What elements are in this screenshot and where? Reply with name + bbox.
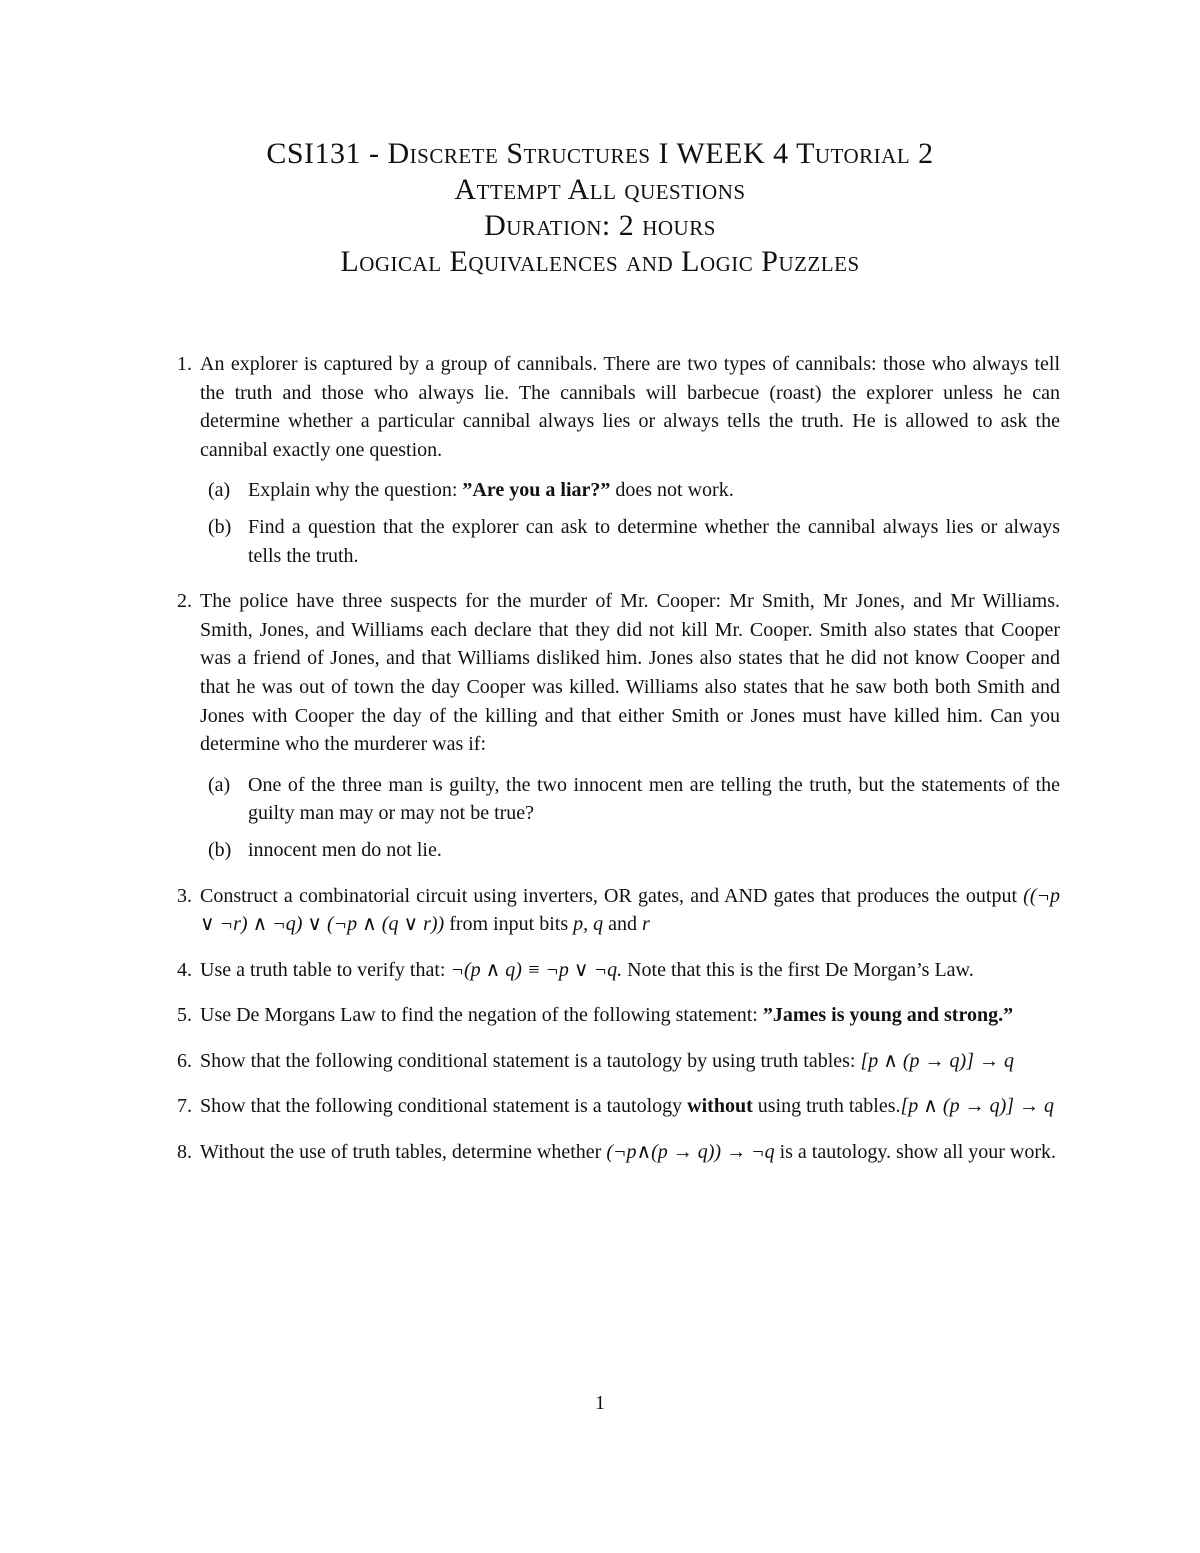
question-text-and: and	[603, 913, 642, 936]
question-number: 4.	[177, 958, 192, 981]
emphasis-without: without	[687, 1095, 753, 1118]
sub-question-label: (a)	[208, 479, 231, 502]
question-3	[160, 882, 1060, 939]
question-number: 8.	[177, 1141, 192, 1164]
title-block	[0, 136, 1200, 280]
question-text: Construct a combinatorial circuit using inverters, OR gates, and AND gates that produces the output	[200, 884, 1024, 907]
de-morgan-expression: ¬(p ∧ q) ≡ ¬p ∨ ¬q.	[450, 958, 623, 981]
question-number: 3.	[177, 884, 192, 907]
sub-question-list	[200, 476, 1060, 570]
sub-question-label: (b)	[208, 838, 232, 861]
sub-question-list	[200, 771, 1060, 865]
question-text: Use a truth table to verify that:	[200, 958, 451, 981]
question-text: The police have three suspects for the murder of Mr. Cooper: Mr Smith, Mr Jones, and Mr Williams. Smith, Jones, and Williams each declare that they did not kill Mr. Cooper. Smith also states that Cooper was a friend of Jones, and that Williams disliked him. Jones also states that he did not know Cooper and that he was out of town the day Cooper was killed. Williams also states that he saw both both Smith and Jones with Cooper the day of the killing and that either Smith or Jones must have killed him. Can you determine who the murderer was if:	[200, 590, 1060, 756]
page-number: 1	[595, 1392, 605, 1414]
question-text: Without the use of truth tables, determine whether	[200, 1141, 607, 1164]
circuit-expression: ((¬p ∨ ¬r) ∧ ¬q) ∨ (¬p ∧ (q ∨ r))	[200, 884, 1060, 936]
question-number: 7.	[177, 1095, 192, 1118]
question-text-mid: from input bits	[444, 913, 574, 936]
topic-line: Logical Equivalences and Logic Puzzles	[340, 245, 860, 278]
question-list	[160, 350, 1060, 1184]
sub-question-1b	[200, 513, 1060, 570]
course-title: CSI131 - Discrete Structures I WEEK 4 Tutorial 2	[266, 137, 934, 170]
question-6	[160, 1047, 1060, 1076]
question-5	[160, 1001, 1060, 1030]
sub-question-text: Explain why the question:	[248, 479, 463, 502]
sub-question-2a	[200, 771, 1060, 828]
question-7	[160, 1092, 1060, 1121]
sub-question-text: innocent men do not lie.	[248, 838, 442, 861]
question-text: An explorer is captured by a group of cannibals. There are two types of cannibals: those who always tell the truth and those who always lie. The cannibals will barbecue (roast) the explorer unless he can determine whether a particular cannibal always lies or always tells the truth. He is allowed to ask the cannibal exactly one question.	[200, 353, 1060, 461]
question-text: Show that the following conditional statement is a tautology by using truth tables:	[200, 1049, 861, 1072]
sub-question-2b	[200, 836, 1060, 865]
conditional-expression: [p ∧ (p → q)] → q	[860, 1049, 1014, 1072]
question-text-end: is a tautology. show all your work.	[774, 1141, 1057, 1164]
tautology-expression: (¬p∧(p → q)) → ¬q	[606, 1141, 775, 1164]
question-number: 5.	[177, 1004, 192, 1027]
question-text: Show that the following conditional statement is a tautology	[200, 1095, 688, 1118]
sub-question-text-end: does not work.	[610, 479, 734, 502]
question-number: 1.	[177, 353, 192, 375]
question-2	[160, 587, 1060, 864]
instructions-line: Attempt All questions	[454, 173, 746, 206]
duration-line: Duration: 2 hours	[484, 209, 716, 242]
question-text-end: Note that this is the first De Morgan’s Law.	[622, 958, 974, 981]
sub-question-1a	[200, 476, 1060, 505]
input-bits: p, q	[573, 913, 604, 936]
question-number: 2.	[177, 590, 192, 613]
question-4	[160, 956, 1060, 985]
input-bit-r: r	[642, 913, 650, 936]
sub-question-label: (b)	[208, 515, 232, 538]
question-text: Use De Morgans Law to find the negation of the following statement:	[200, 1004, 763, 1027]
question-text-end: using truth tables.	[752, 1095, 901, 1118]
sub-question-label: (a)	[208, 773, 231, 796]
sub-question-text: One of the three man is guilty, the two innocent men are telling the truth, but the statements of the guilty man may or may not be true?	[248, 773, 1060, 825]
question-8	[160, 1138, 1060, 1167]
quoted-question: ”Are you a liar?”	[462, 479, 611, 502]
conditional-expression: [p ∧ (p → q)] → q	[900, 1095, 1055, 1118]
question-number: 6.	[177, 1049, 192, 1072]
sub-question-text: Find a question that the explorer can ask to determine whether the cannibal always lies or always tells the truth.	[248, 515, 1060, 567]
quoted-statement: ”James is young and strong.”	[762, 1004, 1014, 1027]
question-1	[160, 350, 1060, 570]
